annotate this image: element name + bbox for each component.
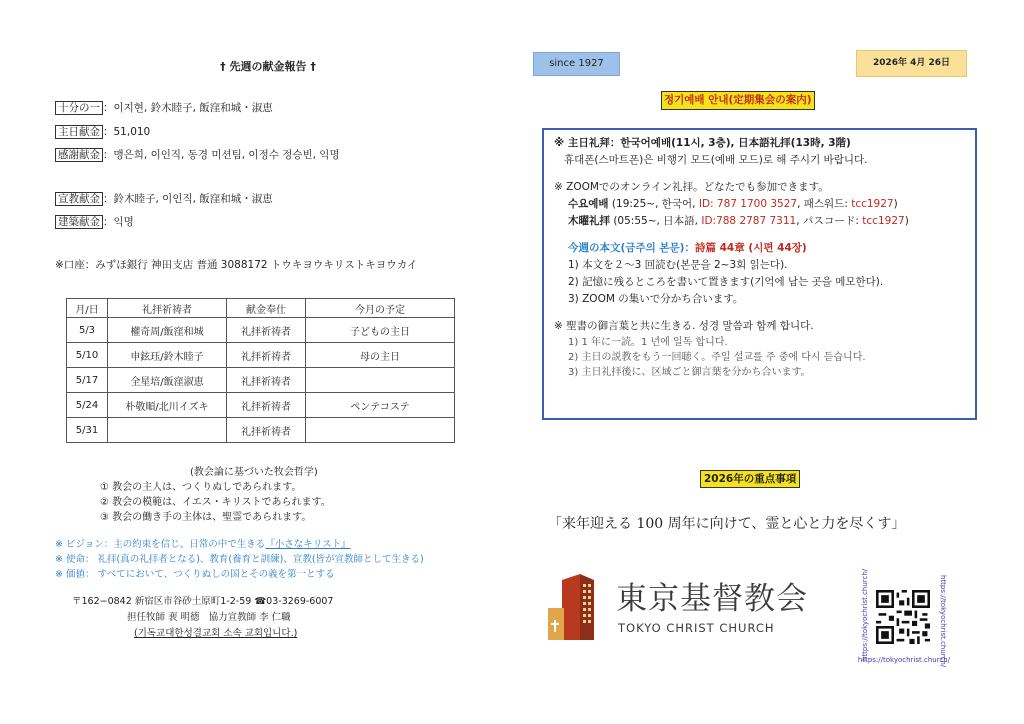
philosophy-title: (教会論に基づいた牧会哲学) bbox=[190, 467, 318, 478]
philosophy-item: ③ 教会の働き手の主体は、聖霊であられます。 bbox=[100, 512, 312, 523]
offering-value: ：鈴木睦子, 이인직, 飯窪和城・淑恵 bbox=[103, 193, 273, 205]
mission-line: ※ 使命： 礼拝(真の礼拝者となる)、教育(養育と訓練)、宣教(皆が宣教師として生きる) bbox=[55, 554, 424, 565]
thursday-zoom-password: tcc1927 bbox=[862, 215, 905, 227]
col-header-prayer: 礼拝祈祷者 bbox=[108, 299, 227, 318]
pastor-line: 担任牧師 裵 明德 協力宣教師 李 仁職 bbox=[127, 612, 291, 623]
table-row bbox=[67, 343, 455, 368]
cell-plan: ペンテコステ bbox=[306, 393, 455, 418]
affiliation-line: (기독교대한성결교회 소속 교회입니다.) bbox=[134, 628, 298, 639]
weekly-text-reference: 詩篇 44章 (시편 44장) bbox=[694, 242, 807, 254]
offering-label: 十分の一 bbox=[55, 101, 103, 115]
cell-date: 5/24 bbox=[67, 393, 108, 418]
qr-url-text-bottom: https://tokyochrist.church/ bbox=[857, 656, 951, 664]
philosophy-item: ② 教会の模範は、イエス・キリストであられます。 bbox=[100, 497, 331, 508]
philosophy-section bbox=[100, 465, 331, 525]
since-badge: since 1927 bbox=[533, 52, 620, 76]
thursday-zoom-id: ID:788 2787 7311 bbox=[701, 215, 797, 227]
offering-label: 宣教献金 bbox=[55, 192, 103, 206]
col-header-date: 月/日 bbox=[67, 299, 108, 318]
scripture-step: 1) 1 年に一読。1 년에 일독 합니다. bbox=[568, 337, 728, 348]
offering-label: 感謝献金 bbox=[55, 148, 103, 162]
wednesday-line: 수요예배 (19:25~, 한국어, ID: 787 1700 3527, 패스워드: tcc1927) bbox=[568, 198, 898, 210]
cell-date: 5/10 bbox=[67, 343, 108, 368]
vision-link[interactable]: 『小さなキリスト』 bbox=[265, 539, 351, 550]
slogan: 「来年迎える 100 周年に向けて、霊と心と力を尽くす」 bbox=[548, 516, 906, 532]
cell-offering: 礼拝祈祷者 bbox=[227, 368, 306, 393]
reading-step: 1) 本文を２～3 回読む(본문을 2~3회 읽는다). bbox=[568, 259, 788, 271]
offering-title: † 先週の献金報告 † bbox=[220, 60, 316, 73]
qr-code-icon bbox=[876, 590, 930, 644]
contact-section bbox=[72, 594, 333, 642]
offering-value: ：익명 bbox=[103, 216, 134, 228]
scripture-line: ※ 聖書の御言葉と共に生きる. 성경 말씀과 함께 합니다. bbox=[554, 320, 814, 332]
worship-info-box bbox=[542, 128, 977, 420]
logo-japanese: 東京基督教会 bbox=[616, 581, 808, 617]
cell-plan bbox=[306, 368, 455, 393]
vision-text: ※ ビジョン：主の約束を信じ、日常の中で生きる bbox=[55, 539, 266, 550]
bank-account-line: ※口座：みずほ銀行 神田支店 普通 3088172 トウキヨウキリストキヨウカイ bbox=[55, 259, 418, 271]
offering-value: ：51,010 bbox=[103, 126, 151, 138]
logo-english: TOKYO CHRIST CHURCH bbox=[618, 621, 775, 635]
table-row bbox=[67, 393, 455, 418]
cell-offering: 礼拝祈祷者 bbox=[227, 318, 306, 343]
offering-row bbox=[55, 120, 150, 139]
scripture-step: 3) 主日礼拝後に、区域ごと御言葉を分かち合います。 bbox=[568, 367, 811, 378]
cell-prayer bbox=[108, 418, 227, 443]
cell-date: 5/3 bbox=[67, 318, 108, 343]
cell-prayer: 申鉉珏/鈴木睦子 bbox=[108, 343, 227, 368]
offering-row bbox=[55, 96, 273, 115]
offering-row bbox=[55, 210, 134, 229]
offering-value: ：이지현, 鈴木睦子, 飯窪和城・淑恵 bbox=[103, 102, 273, 114]
offering-label: 建築献金 bbox=[55, 215, 103, 229]
table-header-row bbox=[67, 299, 455, 318]
phone-notice: 휴대폰(스마트폰)은 비행기 모드(예배 모드)로 해 주시기 바랍니다. bbox=[564, 154, 868, 166]
scripture-step: 2) 主日の説教をもう一回聴く。주일 설교를 주 중에 다시 듣습니다. bbox=[568, 352, 866, 363]
philosophy-item: ① 教会の主人は、つくりぬしであられます。 bbox=[100, 482, 302, 493]
cell-plan: 母の主日 bbox=[306, 343, 455, 368]
table-row bbox=[67, 318, 455, 343]
cell-offering: 礼拝祈祷者 bbox=[227, 393, 306, 418]
zoom-line: ※ ZOOMでのオンライン礼拝。どなたでも参加できます。 bbox=[554, 181, 829, 193]
table-row bbox=[67, 418, 455, 443]
wednesday-zoom-id: ID: 787 1700 3527 bbox=[698, 198, 798, 210]
cell-prayer: 朴敬順/北川イズキ bbox=[108, 393, 227, 418]
reading-step: 2) 記憶に残るところを書いて置きます(기억에 남는 곳을 메모한다). bbox=[568, 276, 884, 288]
reading-step: 3) ZOOM の集いで分かち合います。 bbox=[568, 293, 744, 305]
cell-prayer: 權奇周/飯窪和城 bbox=[108, 318, 227, 343]
church-logo bbox=[548, 572, 818, 642]
vision-section bbox=[55, 537, 424, 582]
weekly-text-line: 今週の本文(금주의 본문)：詩篇 44章 (시편 44장) bbox=[568, 242, 807, 254]
cell-date: 5/17 bbox=[67, 368, 108, 393]
qr-url-text-right: https://tokyochrist.church/ bbox=[939, 575, 947, 668]
cell-plan: 子どもの主日 bbox=[306, 318, 455, 343]
vision-line bbox=[55, 537, 424, 552]
worship-guide-title: 정기예배 안내(定期集会の案内) bbox=[661, 91, 815, 110]
sunday-worship-line: ※ 主日礼拜：한국어예배(11시, 3층), 日本語礼拝(13時, 3階) bbox=[554, 137, 851, 149]
value-line: ※ 価値： すべてにおいて、つくりぬしの国とその義を第一とする bbox=[55, 569, 335, 580]
address-line: 〒162−0842 新宿区市谷砂土原町1-2-59 ☎03-3269-6007 bbox=[72, 596, 334, 607]
cell-prayer: 全星培/飯窪淑恵 bbox=[108, 368, 227, 393]
cell-plan bbox=[306, 418, 455, 443]
table-row bbox=[67, 368, 455, 393]
offering-row bbox=[55, 187, 273, 206]
church-building-icon bbox=[548, 574, 610, 640]
wednesday-zoom-password: tcc1927 bbox=[851, 198, 894, 210]
qr-code[interactable] bbox=[857, 568, 951, 668]
offering-value: ：맹은희, 이인직, 동경 미션팀, 이정수 정승빈, 익명 bbox=[103, 149, 340, 161]
thursday-line: 木曜礼拝 (05:55~, 日本語, ID:788 2787 7311, パスコード: tcc1927) bbox=[568, 215, 909, 227]
schedule-table bbox=[66, 298, 455, 443]
bulletin-date: 2026年 4月 26日 bbox=[856, 50, 967, 77]
cell-offering: 礼拝祈祷者 bbox=[227, 343, 306, 368]
offering-row bbox=[55, 143, 340, 162]
qr-url-text-left: https://tokyochrist.church/ bbox=[861, 568, 869, 661]
col-header-plan: 今月の予定 bbox=[306, 299, 455, 318]
cell-offering: 礼拝祈祷者 bbox=[227, 418, 306, 443]
cell-date: 5/31 bbox=[67, 418, 108, 443]
priority-title: 2026年の重点事項 bbox=[700, 470, 800, 488]
offering-label: 主日献金 bbox=[55, 125, 103, 139]
col-header-offering: 献金奉仕 bbox=[227, 299, 306, 318]
